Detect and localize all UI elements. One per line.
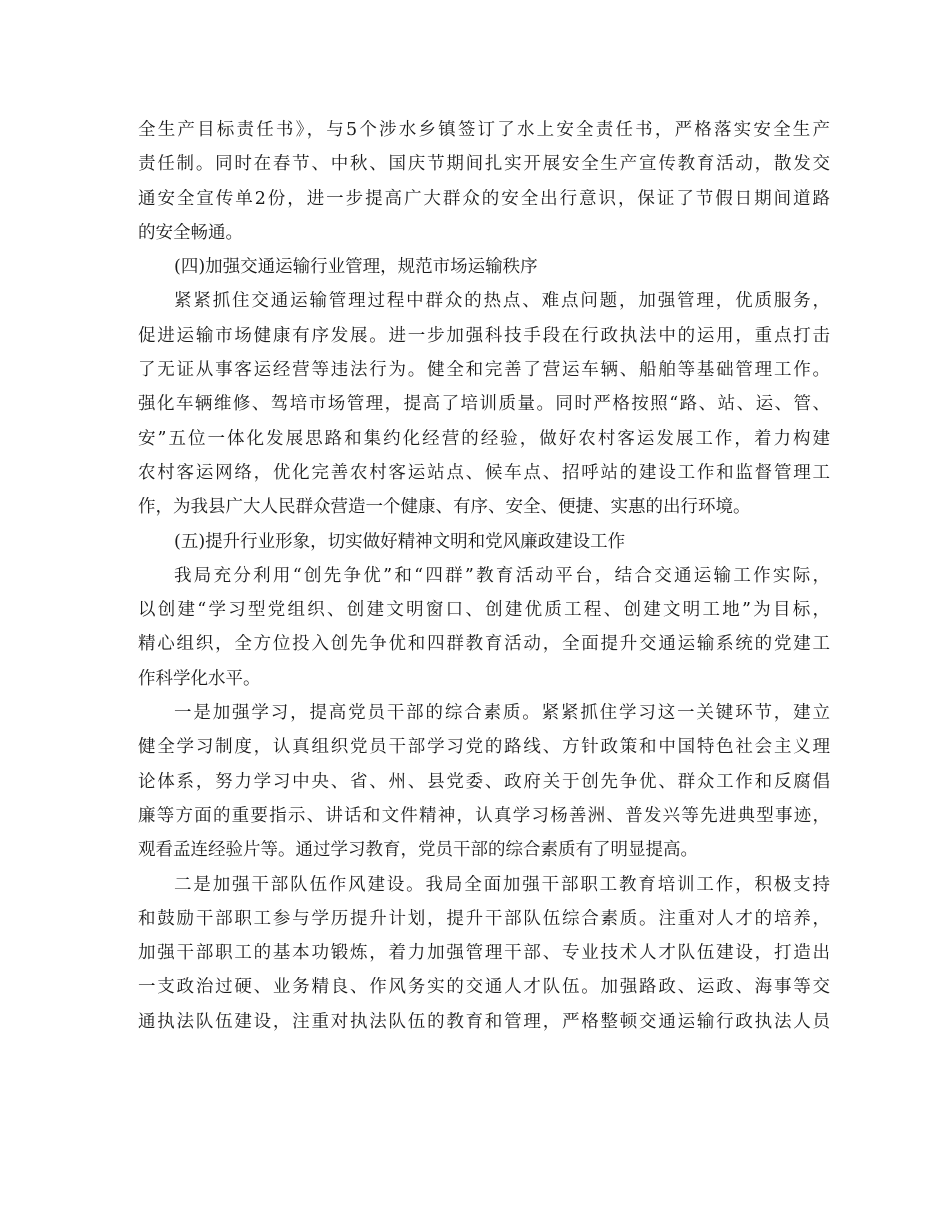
text-line: 紧紧抓住交通运输管理过程中群众的热点、难点问题，加强管理，优质服务，	[174, 291, 830, 312]
text-line: 精心组织，全方位投入创先争优和四群教育活动，全面提升交通运输系统的党建工	[138, 634, 830, 655]
text-line: 强化车辆维修、驾培市场管理，提高了培训质量。同时严格按照“路、站、运、管、	[138, 394, 830, 415]
text-line: 作科学化水平。	[138, 668, 261, 689]
text-line: (五)提升行业形象，切实做好精神文明和党风廉政建设工作	[174, 531, 626, 552]
text-line: 促进运输市场健康有序发展。进一步加强科技手段在行政执法中的运用，重点打击	[138, 325, 830, 346]
text-line: 一是加强学习，提高党员干部的综合素质。紧紧抓住学习这一关键环节，建立	[174, 703, 830, 724]
text-line: 以创建“学习型党组织、创建文明窗口、创建优质工程、创建文明工地”为目标，	[138, 600, 830, 621]
text-line: 作，为我县广大人民群众营造一个健康、有序、安全、便捷、实惠的出行环境。	[138, 497, 751, 518]
text-line: 通执法队伍建设，注重对执法队伍的教育和管理，严格整顿交通运输行政执法人员	[138, 1011, 830, 1032]
text-line: (四)加强交通运输行业管理，规范市场运输秩序	[174, 257, 538, 278]
text-line: 观看孟连经验片等。通过学习教育，党员干部的综合素质有了明显提高。	[138, 840, 698, 861]
text-line: 农村客运网络，优化完善农村客运站点、候车点、招呼站的建设工作和监督管理工	[138, 462, 830, 483]
document-body	[138, 113, 830, 1039]
text-line: 和鼓励干部职工参与学历提升计划，提升干部队伍综合素质。注重对人才的培养，	[138, 908, 830, 929]
text-line: 通安全宣传单2份，进一步提高广大群众的安全出行意识，保证了节假日期间道路	[138, 188, 830, 209]
text-line: 二是加强干部队伍作风建设。我局全面加强干部职工教育培训工作，积极支持	[174, 874, 830, 895]
text-line: 了无证从事客运经营等违法行为。健全和完善了营运车辆、船舶等基础管理工作。	[138, 360, 830, 381]
text-line: 安”五位一体化发展思路和集约化经营的经验，做好农村客运发展工作，着力构建	[138, 428, 830, 449]
text-line: 健全学习制度，认真组织党员干部学习党的路线、方针政策和中国特色社会主义理	[138, 737, 830, 758]
text-line: 责任制。同时在春节、中秋、国庆节期间扎实开展安全生产宣传教育活动，散发交	[138, 154, 830, 175]
text-line: 的安全畅通。	[138, 222, 243, 243]
text-line: 我局充分利用“创先争优”和“四群”教育活动平台，结合交通运输工作实际，	[174, 565, 830, 586]
text-line: 一支政治过硬、业务精良、作风务实的交通人才队伍。加强路政、运政、海事等交	[138, 977, 830, 998]
text-line: 全生产目标责任书》，与5个涉水乡镇签订了水上安全责任书，严格落实安全生产	[138, 120, 830, 140]
text-line: 加强干部职工的基本功锻炼，着力加强管理干部、专业技术人才队伍建设，打造出	[138, 943, 830, 964]
text-line: 廉等方面的重要指示、讲话和文件精神，认真学习杨善洲、普发兴等先进典型事迹，	[138, 805, 830, 826]
text-line: 论体系，努力学习中央、省、州、县党委、政府关于创先争优、群众工作和反腐倡	[138, 771, 830, 792]
